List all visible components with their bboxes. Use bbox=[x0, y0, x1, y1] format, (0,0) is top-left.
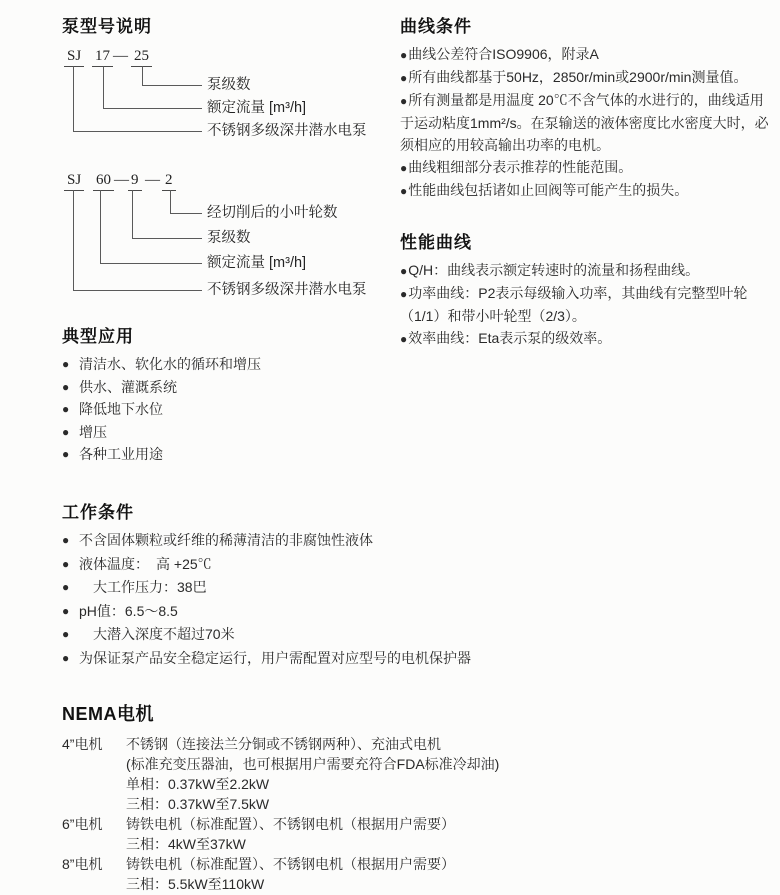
model-code-dash: — bbox=[113, 48, 128, 64]
model-code-dash: — bbox=[145, 172, 160, 188]
bullet-icon: ● bbox=[400, 332, 408, 346]
connector-line bbox=[103, 108, 202, 109]
connector-line bbox=[132, 190, 133, 238]
bullet-item: ●Q/H：曲线表示额定转速时的流量和扬程曲线。 bbox=[400, 259, 772, 282]
diagram-label: 额定流量 [m³/h] bbox=[207, 100, 307, 116]
connector-line bbox=[73, 290, 202, 291]
bullet-icon: ● bbox=[400, 264, 408, 278]
nema-entry-lines bbox=[126, 854, 455, 894]
diagram-label: 泵级数 bbox=[207, 77, 251, 93]
section-heading-working-conditions: 工作条件 bbox=[62, 503, 134, 522]
section-heading-performance-curves: 性能曲线 bbox=[400, 233, 472, 252]
typical-applications-list bbox=[62, 353, 392, 466]
bullet-icon: ● bbox=[62, 580, 70, 594]
bullet-item: ● 大工作压力：38巴 bbox=[62, 576, 722, 600]
model-code-part: 25 bbox=[131, 48, 152, 67]
model-code-part: 2 bbox=[162, 172, 176, 191]
bullet-item: ● pH值：6.5～8.5 bbox=[62, 600, 722, 624]
nema-line: (标准充变压器油，也可根据用户需要充符合FDA标准冷却油) bbox=[126, 756, 500, 772]
diagram-label: 不锈钢多级深井潜水电泵 bbox=[207, 282, 367, 298]
section-heading-nema-motors: NEMA电机 bbox=[62, 704, 154, 724]
connector-line bbox=[142, 66, 143, 85]
bullet-icon: ● bbox=[62, 603, 70, 618]
bullet-icon: ● bbox=[62, 533, 70, 547]
nema-line: 三相：5.5kW至110kW bbox=[126, 876, 265, 892]
diagram-label: 泵级数 bbox=[207, 230, 251, 246]
performance-curves-section bbox=[400, 228, 772, 350]
section-heading-typical-applications: 典型应用 bbox=[62, 327, 134, 346]
bullet-item: ● 液体温度： 高 +25℃ bbox=[62, 553, 722, 577]
performance-curves-list bbox=[400, 259, 772, 350]
bullet-icon: ● bbox=[62, 424, 70, 439]
connector-line bbox=[100, 190, 101, 263]
nema-entry-6in bbox=[62, 814, 742, 854]
bullet-icon: ● bbox=[400, 161, 408, 175]
model-code-part: 17 bbox=[92, 48, 113, 67]
model-code-dash: — bbox=[114, 172, 129, 188]
nema-entry-8in bbox=[62, 854, 742, 894]
diagram-label: 不锈钢多级深井潜水电泵 bbox=[207, 123, 367, 139]
bullet-icon: ● bbox=[400, 48, 408, 62]
bullet-icon: ● bbox=[62, 556, 70, 571]
nema-size-label: 8”电机 bbox=[62, 856, 103, 872]
nema-line: 铸铁电机（标准配置）、不锈钢电机（根据用户需要） bbox=[126, 816, 455, 832]
bullet-icon: ● bbox=[400, 94, 408, 108]
bullet-item: ● 供水、灌溉系统 bbox=[62, 376, 392, 399]
connector-line bbox=[100, 263, 202, 264]
bullet-icon: ● bbox=[62, 447, 70, 461]
bullet-icon: ● bbox=[62, 650, 70, 665]
nema-entry-4in bbox=[62, 734, 742, 814]
bullet-item: ● 增压 bbox=[62, 421, 392, 444]
bullet-icon: ● bbox=[62, 627, 70, 641]
model-code-part: SJ bbox=[64, 48, 84, 67]
model-code-part: 60 bbox=[93, 172, 114, 191]
nema-entry-lines bbox=[126, 734, 499, 814]
connector-line bbox=[142, 85, 202, 86]
typical-applications-section bbox=[62, 322, 392, 466]
bullet-item: ● 大潜入深度不超过70米 bbox=[62, 623, 722, 647]
nema-line: 不锈钢（连接法兰分铜或不锈钢两种）、充油式电机 bbox=[126, 736, 441, 752]
bullet-icon: ● bbox=[400, 184, 408, 198]
bullet-icon: ● bbox=[62, 357, 70, 371]
bullet-item: ● 降低地下水位 bbox=[62, 398, 392, 421]
nema-size-label: 4”电机 bbox=[62, 736, 103, 752]
nema-line: 三相：4kW至37kW bbox=[126, 836, 246, 852]
bullet-item: ● 清洁水、软化水的循环和增压 bbox=[62, 353, 392, 376]
nema-line: 铸铁电机（标准配置）、不锈钢电机（根据用户需要） bbox=[126, 856, 455, 872]
section-heading-pump-model: 泵型号说明 bbox=[62, 17, 152, 36]
model-diagram-2 bbox=[62, 172, 392, 302]
connector-line bbox=[73, 66, 74, 131]
connector-line bbox=[170, 213, 202, 214]
bullet-item: ●曲线粗细部分表示推荐的性能范围。 bbox=[400, 156, 772, 179]
diagram-label: 额定流量 [m³/h] bbox=[207, 255, 307, 271]
bullet-item: ●所有曲线都基于50Hz，2850r/min或2900r/min测量值。 bbox=[400, 66, 772, 89]
bullet-item: ●功率曲线：P2表示每级输入功率，其曲线有完整型叶轮（1/1）和带小叶轮型（2/3）。 bbox=[400, 285, 748, 324]
diagram-label: 经切削后的小叶轮数 bbox=[207, 205, 338, 221]
bullet-item: ●曲线公差符合ISO9906，附录A bbox=[400, 43, 772, 66]
connector-line bbox=[73, 190, 74, 290]
bullet-icon: ● bbox=[62, 379, 70, 394]
bullet-item: ●所有测量都是用温度 20℃不含气体的水进行的，曲线适用于运动粘度1mm²/s。在泵输送的液体密度比水密度大时，必须相应的用较高输出功率的电机。 bbox=[400, 92, 769, 153]
model-code-part: SJ bbox=[64, 172, 84, 191]
bullet-item: ●效率曲线：Eta表示泵的级效率。 bbox=[400, 327, 772, 350]
working-conditions-list bbox=[62, 529, 722, 670]
working-conditions-section bbox=[62, 498, 722, 670]
nema-entry-lines bbox=[126, 814, 455, 854]
bullet-item: ● 各种工业用途 bbox=[62, 443, 392, 466]
nema-motors-table bbox=[62, 734, 742, 894]
bullet-item: ●性能曲线包括诸如止回阀等可能产生的损失。 bbox=[400, 179, 772, 202]
connector-line bbox=[132, 238, 202, 239]
model-code-part: 9 bbox=[128, 172, 142, 191]
bullet-icon: ● bbox=[62, 402, 70, 416]
connector-line bbox=[170, 190, 171, 213]
nema-line: 三相：0.37kW至7.5kW bbox=[126, 796, 270, 812]
curve-conditions-list bbox=[400, 43, 772, 202]
pump-model-section bbox=[62, 12, 152, 43]
nema-line: 单相：0.37kW至2.2kW bbox=[126, 776, 270, 792]
bullet-icon: ● bbox=[400, 71, 408, 85]
connector-line bbox=[73, 131, 202, 132]
section-heading-curve-conditions: 曲线条件 bbox=[400, 17, 472, 36]
bullet-item: ● 不含固体颗粒或纤维的稀薄清洁的非腐蚀性液体 bbox=[62, 529, 722, 553]
bullet-icon: ● bbox=[400, 287, 408, 301]
model-diagram-1 bbox=[62, 48, 392, 148]
nema-size-label: 6”电机 bbox=[62, 816, 103, 832]
nema-motors-section bbox=[62, 700, 742, 894]
curve-conditions-section bbox=[400, 12, 772, 202]
connector-line bbox=[103, 66, 104, 108]
bullet-item: ● 为保证泵产品安全稳定运行，用户需配置对应型号的电机保护器 bbox=[62, 647, 722, 671]
